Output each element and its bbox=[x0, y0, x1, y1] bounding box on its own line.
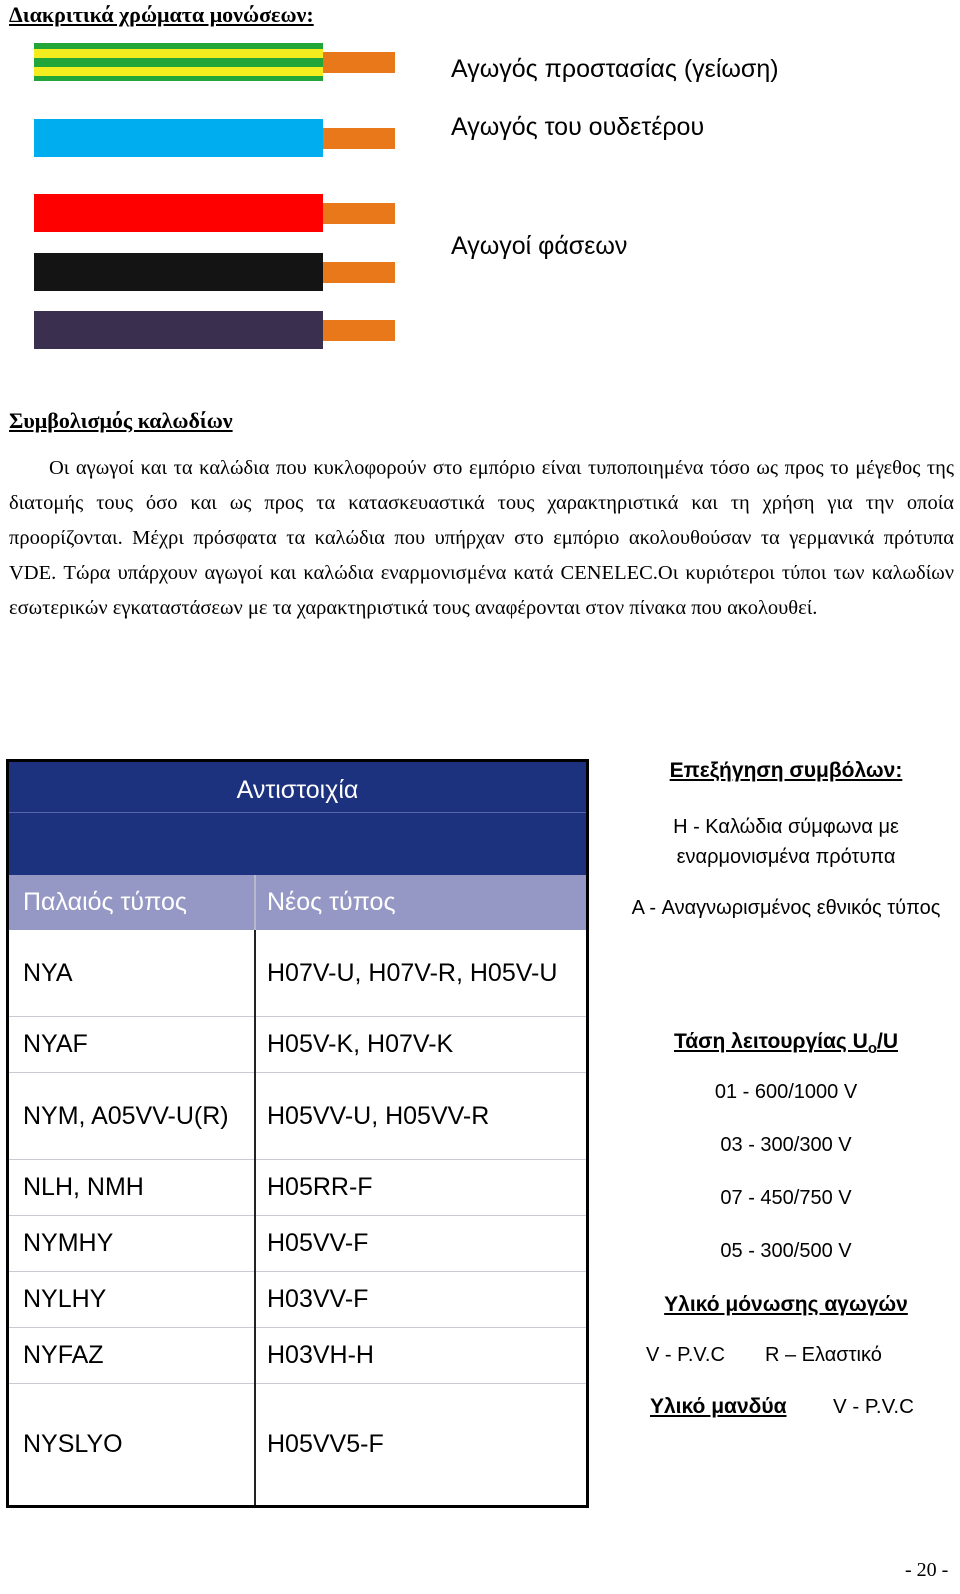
voltage-item: 05 - 300/500 V bbox=[720, 1240, 852, 1262]
legend-title: Επεξήγηση συμβόλων: bbox=[669, 759, 903, 782]
neutral-wire-label: Αγωγός του ουδετέρου bbox=[451, 113, 705, 141]
table-column-header-row bbox=[9, 875, 586, 930]
table-row bbox=[9, 1384, 586, 1505]
voltage-title-end: /U bbox=[877, 1030, 899, 1053]
symbols-section-title: Συμβολισμός καλωδίων bbox=[9, 408, 233, 433]
new-type-cell: H03VH-H bbox=[267, 1341, 374, 1369]
table-row bbox=[9, 1160, 586, 1216]
legend-h-description: H - Καλώδια σύμφωνα με εναρμονισμένα πρότυπα bbox=[673, 816, 899, 868]
column-divider-body bbox=[254, 930, 256, 1505]
table-row bbox=[9, 930, 586, 1017]
new-type-cell: H05VV5-F bbox=[267, 1430, 384, 1458]
column-header-new-type: Νέος τύπος bbox=[267, 888, 396, 916]
old-type-cell: NYAF bbox=[23, 1030, 88, 1058]
new-type-cell: H03VV-F bbox=[267, 1285, 369, 1313]
voltage-item: 03 - 300/300 V bbox=[720, 1134, 852, 1156]
insulation-title: Υλικό μόνωσης αγωγών bbox=[664, 1293, 908, 1316]
old-type-cell: NYA bbox=[23, 958, 73, 987]
column-header-old-type: Παλαιός τύπος bbox=[23, 888, 187, 916]
phase-wire-black-conductor bbox=[323, 262, 395, 283]
earth-wire-label: Αγωγός προστασίας (γείωση) bbox=[451, 55, 779, 83]
insulation-rubber: R – Ελαστικό bbox=[765, 1344, 882, 1366]
voltage-item: 01 - 600/1000 V bbox=[714, 1081, 858, 1103]
table-row bbox=[9, 1073, 586, 1160]
voltage-item: 07 - 450/750 V bbox=[720, 1187, 852, 1209]
old-type-cell: NLH, NMH bbox=[23, 1173, 144, 1201]
intro-text: Οι αγωγοί και τα καλώδια που κυκλοφορούν στο εμπόριο είναι τυποποιημένα τόσο ως προς το μέγεθος της διατομής τους όσο και ως προς τα κατασκευαστικά τους χαρακτηριστικά και τη χρήση για την οποία προορίζονται. Μέχρι πρόσφατα τα καλώδια που υπήρχαν στο εμπόριο ακολουθούσαν τα γερμανικά πρότυπα VDE. Τώρα υπάρχουν αγωγοί και καλώδια εναρμονισμένα κατά CENELEC.Οι κυριότεροι τύποι των καλωδίων εσωτερικών εγκαταστάσεων με τα χαρακτηριστικά τους αναφέρονται στον πίνακα που ακολουθεί. bbox=[9, 457, 954, 619]
neutral-wire-conductor bbox=[323, 128, 395, 149]
table-row bbox=[9, 1017, 586, 1073]
new-type-cell: H05RR-F bbox=[267, 1173, 373, 1201]
insulation-pvc: V - P.V.C bbox=[646, 1344, 725, 1366]
voltage-title bbox=[612, 1030, 960, 1057]
table-row bbox=[9, 1328, 586, 1384]
old-type-cell: NYLHY bbox=[23, 1285, 107, 1313]
old-type-cell: NYSLYO bbox=[23, 1430, 123, 1458]
phase-wire-red-insulation bbox=[34, 194, 323, 232]
phase-wire-black-insulation bbox=[34, 253, 323, 291]
table-row bbox=[9, 1272, 586, 1328]
phase-wire-purple-conductor bbox=[323, 320, 395, 341]
table-title: Αντιστοιχία bbox=[236, 776, 359, 804]
table-header-divider bbox=[9, 812, 586, 813]
correspondence-table bbox=[6, 759, 589, 1508]
old-type-cell: NYMHY bbox=[23, 1229, 114, 1257]
phase-wire-red-conductor bbox=[323, 203, 395, 224]
page-number: - 20 - bbox=[905, 1559, 949, 1581]
intro-paragraph bbox=[9, 451, 954, 626]
new-type-cell: H05V-K, H07V-K bbox=[267, 1030, 454, 1058]
old-type-cell: NYFAZ bbox=[23, 1341, 104, 1369]
new-type-cell: H05VV-U, H05VV-R bbox=[267, 1101, 490, 1130]
phase-wires-label: Αγωγοί φάσεων bbox=[451, 232, 628, 260]
earth-wire-insulation bbox=[34, 43, 323, 81]
neutral-wire-insulation bbox=[34, 119, 323, 157]
voltage-title-text: Τάση λειτουργίας U bbox=[673, 1030, 868, 1053]
new-type-cell: H07V-U, H07V-R, H05V-U bbox=[267, 958, 558, 987]
earth-wire-conductor bbox=[323, 52, 395, 73]
old-type-cell: NYM, A05VV-U(R) bbox=[23, 1101, 229, 1130]
sheath-title: Υλικό μανδύα bbox=[650, 1395, 787, 1418]
table-row bbox=[9, 1216, 586, 1272]
new-type-cell: H05VV-F bbox=[267, 1229, 369, 1257]
legend-a-description: A - Αναγνωρισμένος εθνικός τύπος bbox=[631, 897, 941, 919]
sheath-value: V - P.V.C bbox=[833, 1395, 914, 1418]
colors-section-title: Διακριτικά χρώματα μονώσεων: bbox=[9, 2, 314, 27]
phase-wire-purple-insulation bbox=[34, 311, 323, 349]
voltage-title-subscript: o bbox=[867, 1040, 878, 1058]
